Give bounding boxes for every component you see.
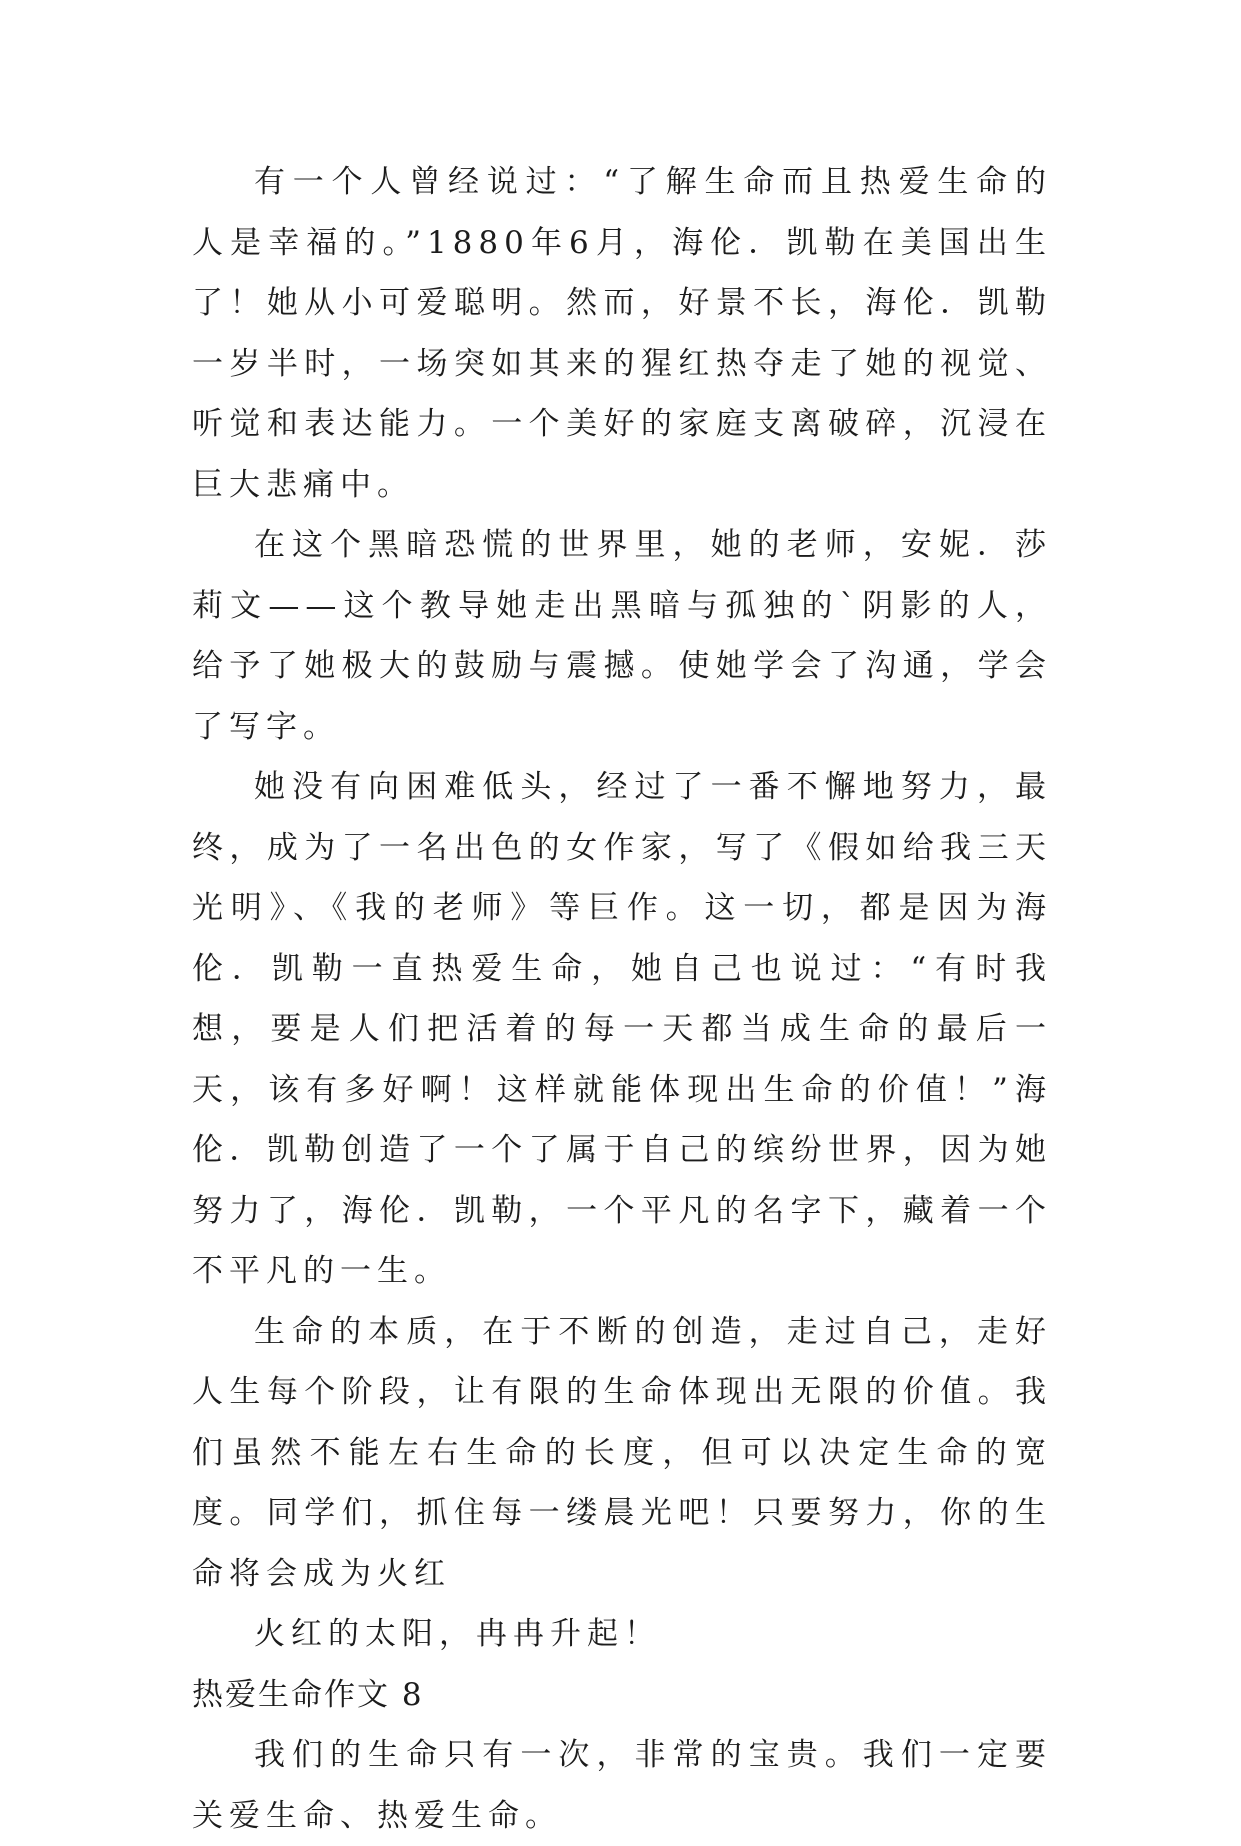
section-title: 热爱生命作文 8 [192, 1676, 424, 1713]
paragraph-red-sun: 火红的太阳，冉冉升起！ [254, 1616, 661, 1652]
paragraph-writer: 她没有向困难低头，经过了一番不懈地努力，最终，成为了一名出色的女作家，写了《假如给我三天光明》、《我的老师》等巨作。这一切，都是因为海伦．凯勒一直热爱生命，她自己也说过：“有时我想，要是人们把活着的每一天都当成生命的最后一天，该有多好啊！这样就能体现出生命的价值！”海伦．凯勒创造了一个了属于自己的缤纷世界，因为她努力了，海伦．凯勒，一个平凡的名字下，藏着一个不平凡的一生。 [192, 769, 1052, 1289]
paragraph-helen-birth: 有一个人曾经说过：“了解生命而且热爱生命的人是幸福的。”1880年6月，海伦．凯勒在美国出生了！她从小可爱聪明。然而，好景不长，海伦．凯勒一岁半时，一场突如其来的猩红热夺走了她的视觉、听觉和表达能力。一个美好的家庭支离破碎，沉浸在巨大悲痛中。 [192, 164, 1052, 503]
paragraph-essence-of-life: 生命的本质，在于不断的创造，走过自己，走好人生每个阶段，让有限的生命体现出无限的价值。我们虽然不能左右生命的长度，但可以决定生命的宽度。同学们，抓住每一缕晨光吧！只要努力，你的生命将会成为火红 [192, 1313, 1052, 1592]
paragraph-teacher: 在这个黑暗恐慌的世界里，她的老师，安妮．莎莉文——这个教导她走出黑暗与孤独的`阴影的人，给予了她极大的鼓励与震撼。使她学会了沟通，学会了写字。 [192, 527, 1052, 745]
paragraph-cherish-life: 我们的生命只有一次，非常的宝贵。我们一定要关爱生命、热爱生命。 [192, 1737, 1052, 1834]
document-body [192, 152, 1052, 1846]
